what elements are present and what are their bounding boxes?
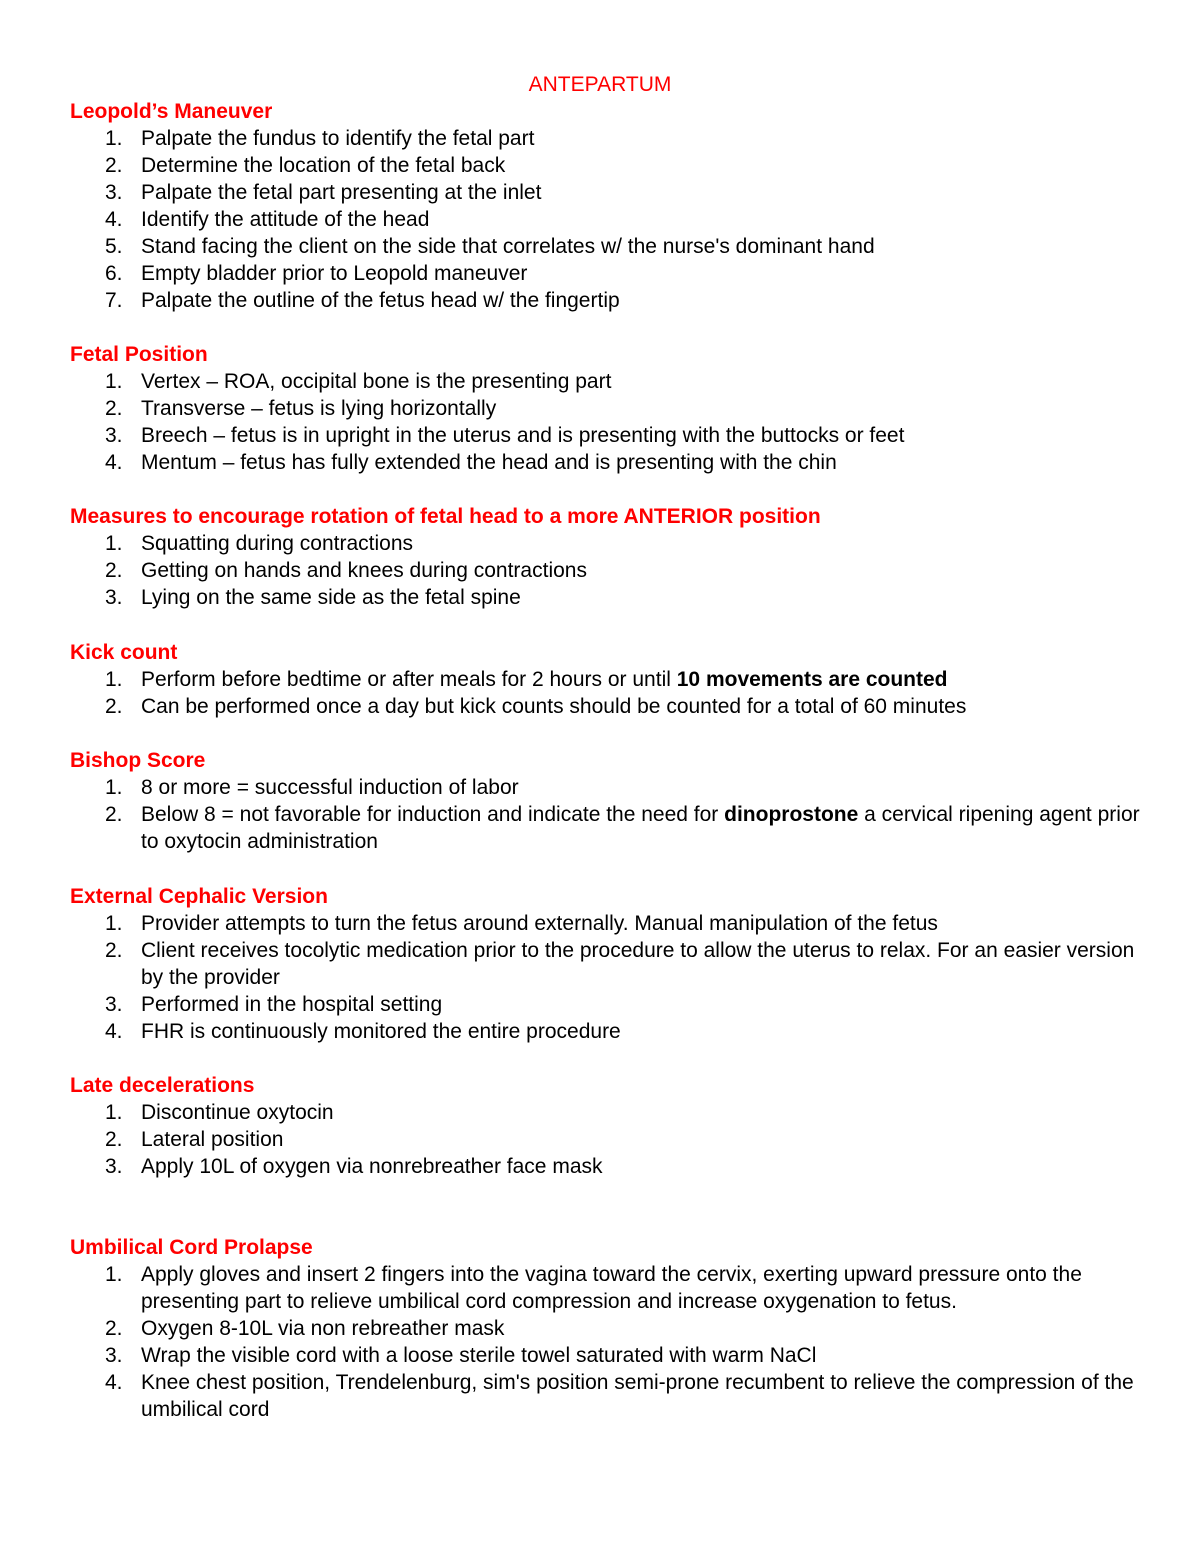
list-number: 1. — [105, 127, 123, 150]
list-number: 2. — [105, 154, 123, 177]
list-number: 1. — [105, 668, 123, 691]
list-text: Getting on hands and knees during contractions — [141, 559, 587, 582]
list-number: 3. — [105, 1344, 123, 1367]
list-number: 3. — [105, 1155, 123, 1178]
list-item — [70, 1261, 1140, 1315]
list-text-plain: Perform before bedtime or after meals for 2 hours or until — [141, 668, 677, 691]
list-number: 2. — [105, 939, 123, 962]
list-number: 1. — [105, 370, 123, 393]
list-text: Empty bladder prior to Leopold maneuver — [141, 262, 528, 285]
section-umbilical-cord-prolapse — [70, 1234, 1140, 1423]
list-text-plain: Below 8 = not favorable for induction and indicate the need for — [141, 803, 725, 826]
list-item — [70, 1018, 1140, 1045]
section-heading: Measures to encourage rotation of fetal head to a more ANTERIOR position — [70, 505, 821, 528]
list-item — [70, 206, 1140, 233]
list-text: Lying on the same side as the fetal spine — [141, 586, 521, 609]
list-number: 5. — [105, 235, 123, 258]
list-number: 2. — [105, 695, 123, 718]
list-item — [70, 557, 1140, 584]
list-text: Stand facing the client on the side that correlates w/ the nurse's dominant hand — [141, 235, 875, 258]
list-item — [70, 1099, 1140, 1126]
list-number: 2. — [105, 559, 123, 582]
list-number: 1. — [105, 1101, 123, 1124]
list-number: 7. — [105, 289, 123, 312]
list-item — [70, 179, 1140, 206]
list-number: 4. — [105, 451, 123, 474]
list-number: 4. — [105, 1020, 123, 1043]
section-heading: Fetal Position — [70, 343, 208, 366]
list-text: FHR is continuously monitored the entire procedure — [141, 1020, 621, 1043]
list-item — [70, 449, 1140, 476]
list-item — [70, 368, 1140, 395]
list-item — [70, 422, 1140, 449]
list-text: Can be performed once a day but kick counts should be counted for a total of 60 minutes — [141, 695, 967, 718]
section-external-cephalic-version — [70, 883, 1140, 1045]
list-text: Mentum – fetus has fully extended the head and is presenting with the chin — [141, 451, 837, 474]
list-text: Determine the location of the fetal back — [141, 154, 506, 177]
list-item — [70, 937, 1140, 991]
list-text: Lateral position — [141, 1128, 284, 1151]
list-number: 6. — [105, 262, 123, 285]
list-text — [141, 668, 948, 691]
list-number: 2. — [105, 1317, 123, 1340]
list-item — [70, 1342, 1140, 1369]
section-late-decelerations — [70, 1072, 1140, 1180]
list-number: 2. — [105, 803, 123, 826]
section-anterior-rotation-measures — [70, 503, 1140, 611]
list-item — [70, 260, 1140, 287]
list-item — [70, 910, 1140, 937]
list-text: Vertex – ROA, occipital bone is the presenting part — [141, 370, 612, 393]
list-text: Provider attempts to turn the fetus around externally. Manual manipulation of the fetus — [141, 912, 938, 935]
list-item — [70, 1369, 1140, 1423]
list-item — [70, 666, 1140, 693]
list-text — [141, 803, 1140, 853]
list-text: Knee chest position, Trendelenburg, sim's position semi-prone recumbent to relieve the compression of the umbilical cord — [141, 1371, 1134, 1421]
section-heading: Leopold’s Maneuver — [70, 100, 273, 123]
section-heading: Bishop Score — [70, 749, 206, 772]
list-text: Palpate the outline of the fetus head w/ the fingertip — [141, 289, 620, 312]
list-item — [70, 1126, 1140, 1153]
section-leopolds-maneuver — [70, 98, 1140, 314]
section-bishop-score — [70, 747, 1140, 855]
list-item — [70, 584, 1140, 611]
list-item — [70, 395, 1140, 422]
list-number: 4. — [105, 1371, 123, 1394]
list-item — [70, 287, 1140, 314]
section-kick-count — [70, 639, 1140, 720]
list-text: Apply 10L of oxygen via nonrebreather face mask — [141, 1155, 603, 1178]
list-item — [70, 530, 1140, 557]
list-number: 3. — [105, 424, 123, 447]
list-text: Client receives tocolytic medication prior to the procedure to allow the uterus to relax. For an easier version by the provider — [141, 939, 1135, 989]
list-number: 1. — [105, 912, 123, 935]
list-number: 1. — [105, 776, 123, 799]
section-heading: External Cephalic Version — [70, 885, 328, 908]
list-text: Apply gloves and insert 2 fingers into the vagina toward the cervix, exerting upward pressure onto the presenting part to relieve umbilical cord compression and increase oxygenation to fetus. — [141, 1263, 1082, 1313]
list-item — [70, 125, 1140, 152]
list-text-bold: dinoprostone — [724, 803, 859, 826]
list-text: 8 or more = successful induction of labor — [141, 776, 519, 799]
list-number: 3. — [105, 993, 123, 1016]
list-number: 2. — [105, 1128, 123, 1151]
list-item — [70, 233, 1140, 260]
section-heading: Umbilical Cord Prolapse — [70, 1236, 313, 1259]
list-number: 4. — [105, 208, 123, 231]
list-item — [70, 1315, 1140, 1342]
list-text: Identify the attitude of the head — [141, 208, 430, 231]
list-number: 1. — [105, 1263, 123, 1286]
list-text-after: a cervical ripening agent prior to oxytocin administration — [141, 803, 1140, 853]
list-text: Palpate the fetal part presenting at the inlet — [141, 181, 542, 204]
page-title: ANTEPARTUM — [528, 73, 672, 96]
list-number: 3. — [105, 586, 123, 609]
section-fetal-position — [70, 341, 1140, 476]
list-text: Palpate the fundus to identify the fetal part — [141, 127, 535, 150]
list-text: Transverse – fetus is lying horizontally — [141, 397, 497, 420]
list-number: 1. — [105, 532, 123, 555]
list-item — [70, 1153, 1140, 1180]
section-heading: Kick count — [70, 641, 178, 664]
list-number: 2. — [105, 397, 123, 420]
list-item — [70, 152, 1140, 179]
list-text: Discontinue oxytocin — [141, 1101, 334, 1124]
list-text: Breech – fetus is in upright in the uterus and is presenting with the buttocks or feet — [141, 424, 905, 447]
list-item — [70, 801, 1140, 855]
list-number: 3. — [105, 181, 123, 204]
list-text: Wrap the visible cord with a loose sterile towel saturated with warm NaCl — [141, 1344, 817, 1367]
list-text: Squatting during contractions — [141, 532, 414, 555]
list-item — [70, 991, 1140, 1018]
list-item — [70, 693, 1140, 720]
list-text: Oxygen 8-10L via non rebreather mask — [141, 1317, 505, 1340]
list-text: Performed in the hospital setting — [141, 993, 443, 1016]
list-text-bold: 10 movements are counted — [676, 668, 948, 691]
list-item — [70, 774, 1140, 801]
section-heading: Late decelerations — [70, 1074, 255, 1097]
